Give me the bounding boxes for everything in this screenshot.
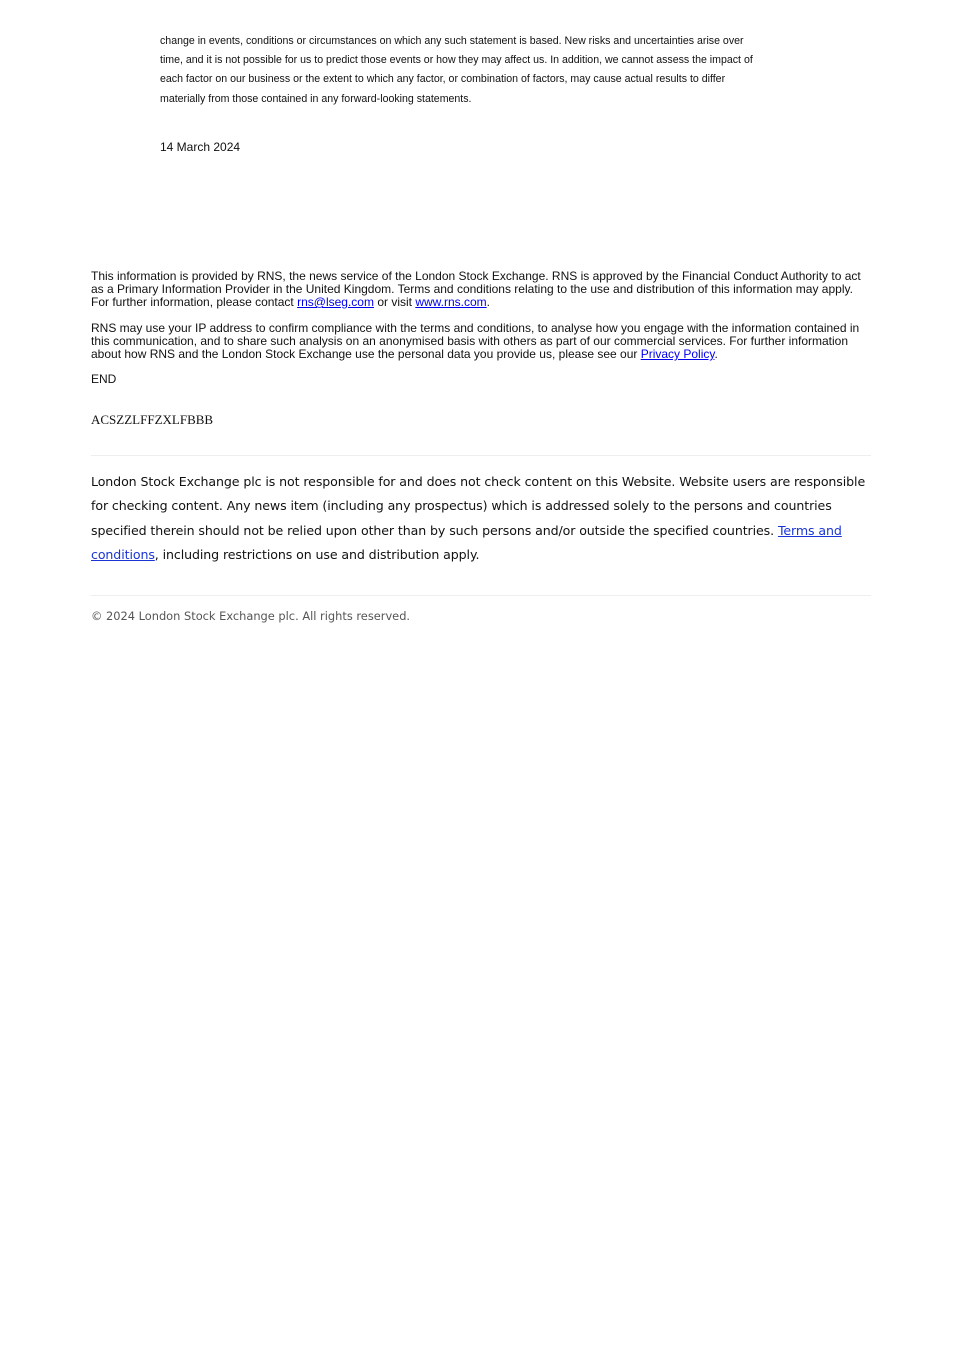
fls-line: each factor on our business or the extent to which any factor, or combination of factors, may cause actual results to differ — [160, 73, 726, 86]
privacy-policy-link[interactable]: Privacy Policy — [640, 347, 715, 361]
rns-privacy-paragraph — [91, 322, 861, 361]
rns-privacy-text-end: . — [714, 347, 718, 361]
rns-website-link[interactable]: www.rns.com — [415, 295, 487, 309]
rns-privacy-text: RNS may use your IP address to confirm compliance with the terms and conditions, to analyse how you engage with the information contained in this communication, and to share such analysis on an anonymised basis with others as part of our commercial services. For further information about how RNS and the London Stock Exchange use the personal data you provide us, please see our — [91, 321, 860, 361]
copyright-notice: © 2024 London Stock Exchange plc. All rights reserved. — [91, 609, 411, 623]
rns-info-block — [91, 270, 861, 374]
divider — [91, 455, 871, 456]
end-marker: END — [91, 372, 117, 386]
rns-provider-paragraph — [91, 270, 861, 309]
fls-line: materially from those contained in any forward-looking statements. — [160, 92, 472, 105]
forward-looking-statement — [160, 32, 760, 109]
rns-email-link[interactable]: rns@lseg.com — [297, 295, 374, 309]
reference-code: ACSZZLFFZXLFBBB — [91, 412, 214, 427]
divider — [91, 595, 871, 596]
lse-disclaimer — [91, 470, 866, 567]
disclaimer-text-end: , including restrictions on use and distribution apply. — [154, 546, 480, 562]
disclaimer-text: London Stock Exchange plc is not responsible for and does not check content on this Website. Website users are responsible for checking content. Any news item (including any prospectus) which is addressed solely to the persons and countries specified therein should not be relied upon other than by such persons and/or outside the specified countries. — [91, 474, 866, 538]
release-date: 14 March 2024 — [160, 140, 241, 154]
rns-provider-text: This information is provided by RNS, the news service of the London Stock Exchange. RNS is approved by the Financial Conduct Authority to act as a Primary Information Provider in the United Kingdom. Terms and conditions relating to the use and distribution of this information may apply. For further information, please contact — [91, 269, 861, 309]
fls-line: change in events, conditions or circumstances on which any such statement is based. New risks and uncertainties arise over — [160, 35, 744, 47]
fls-line: time, and it is not possible for us to predict those events or how they may affect us. In addition, we cannot assess the impact of — [160, 54, 753, 67]
rns-provider-text-or: or visit — [373, 295, 416, 309]
terms-and-conditions-link[interactable]: Terms and conditions — [91, 522, 842, 562]
rns-provider-text-end: . — [486, 295, 491, 309]
